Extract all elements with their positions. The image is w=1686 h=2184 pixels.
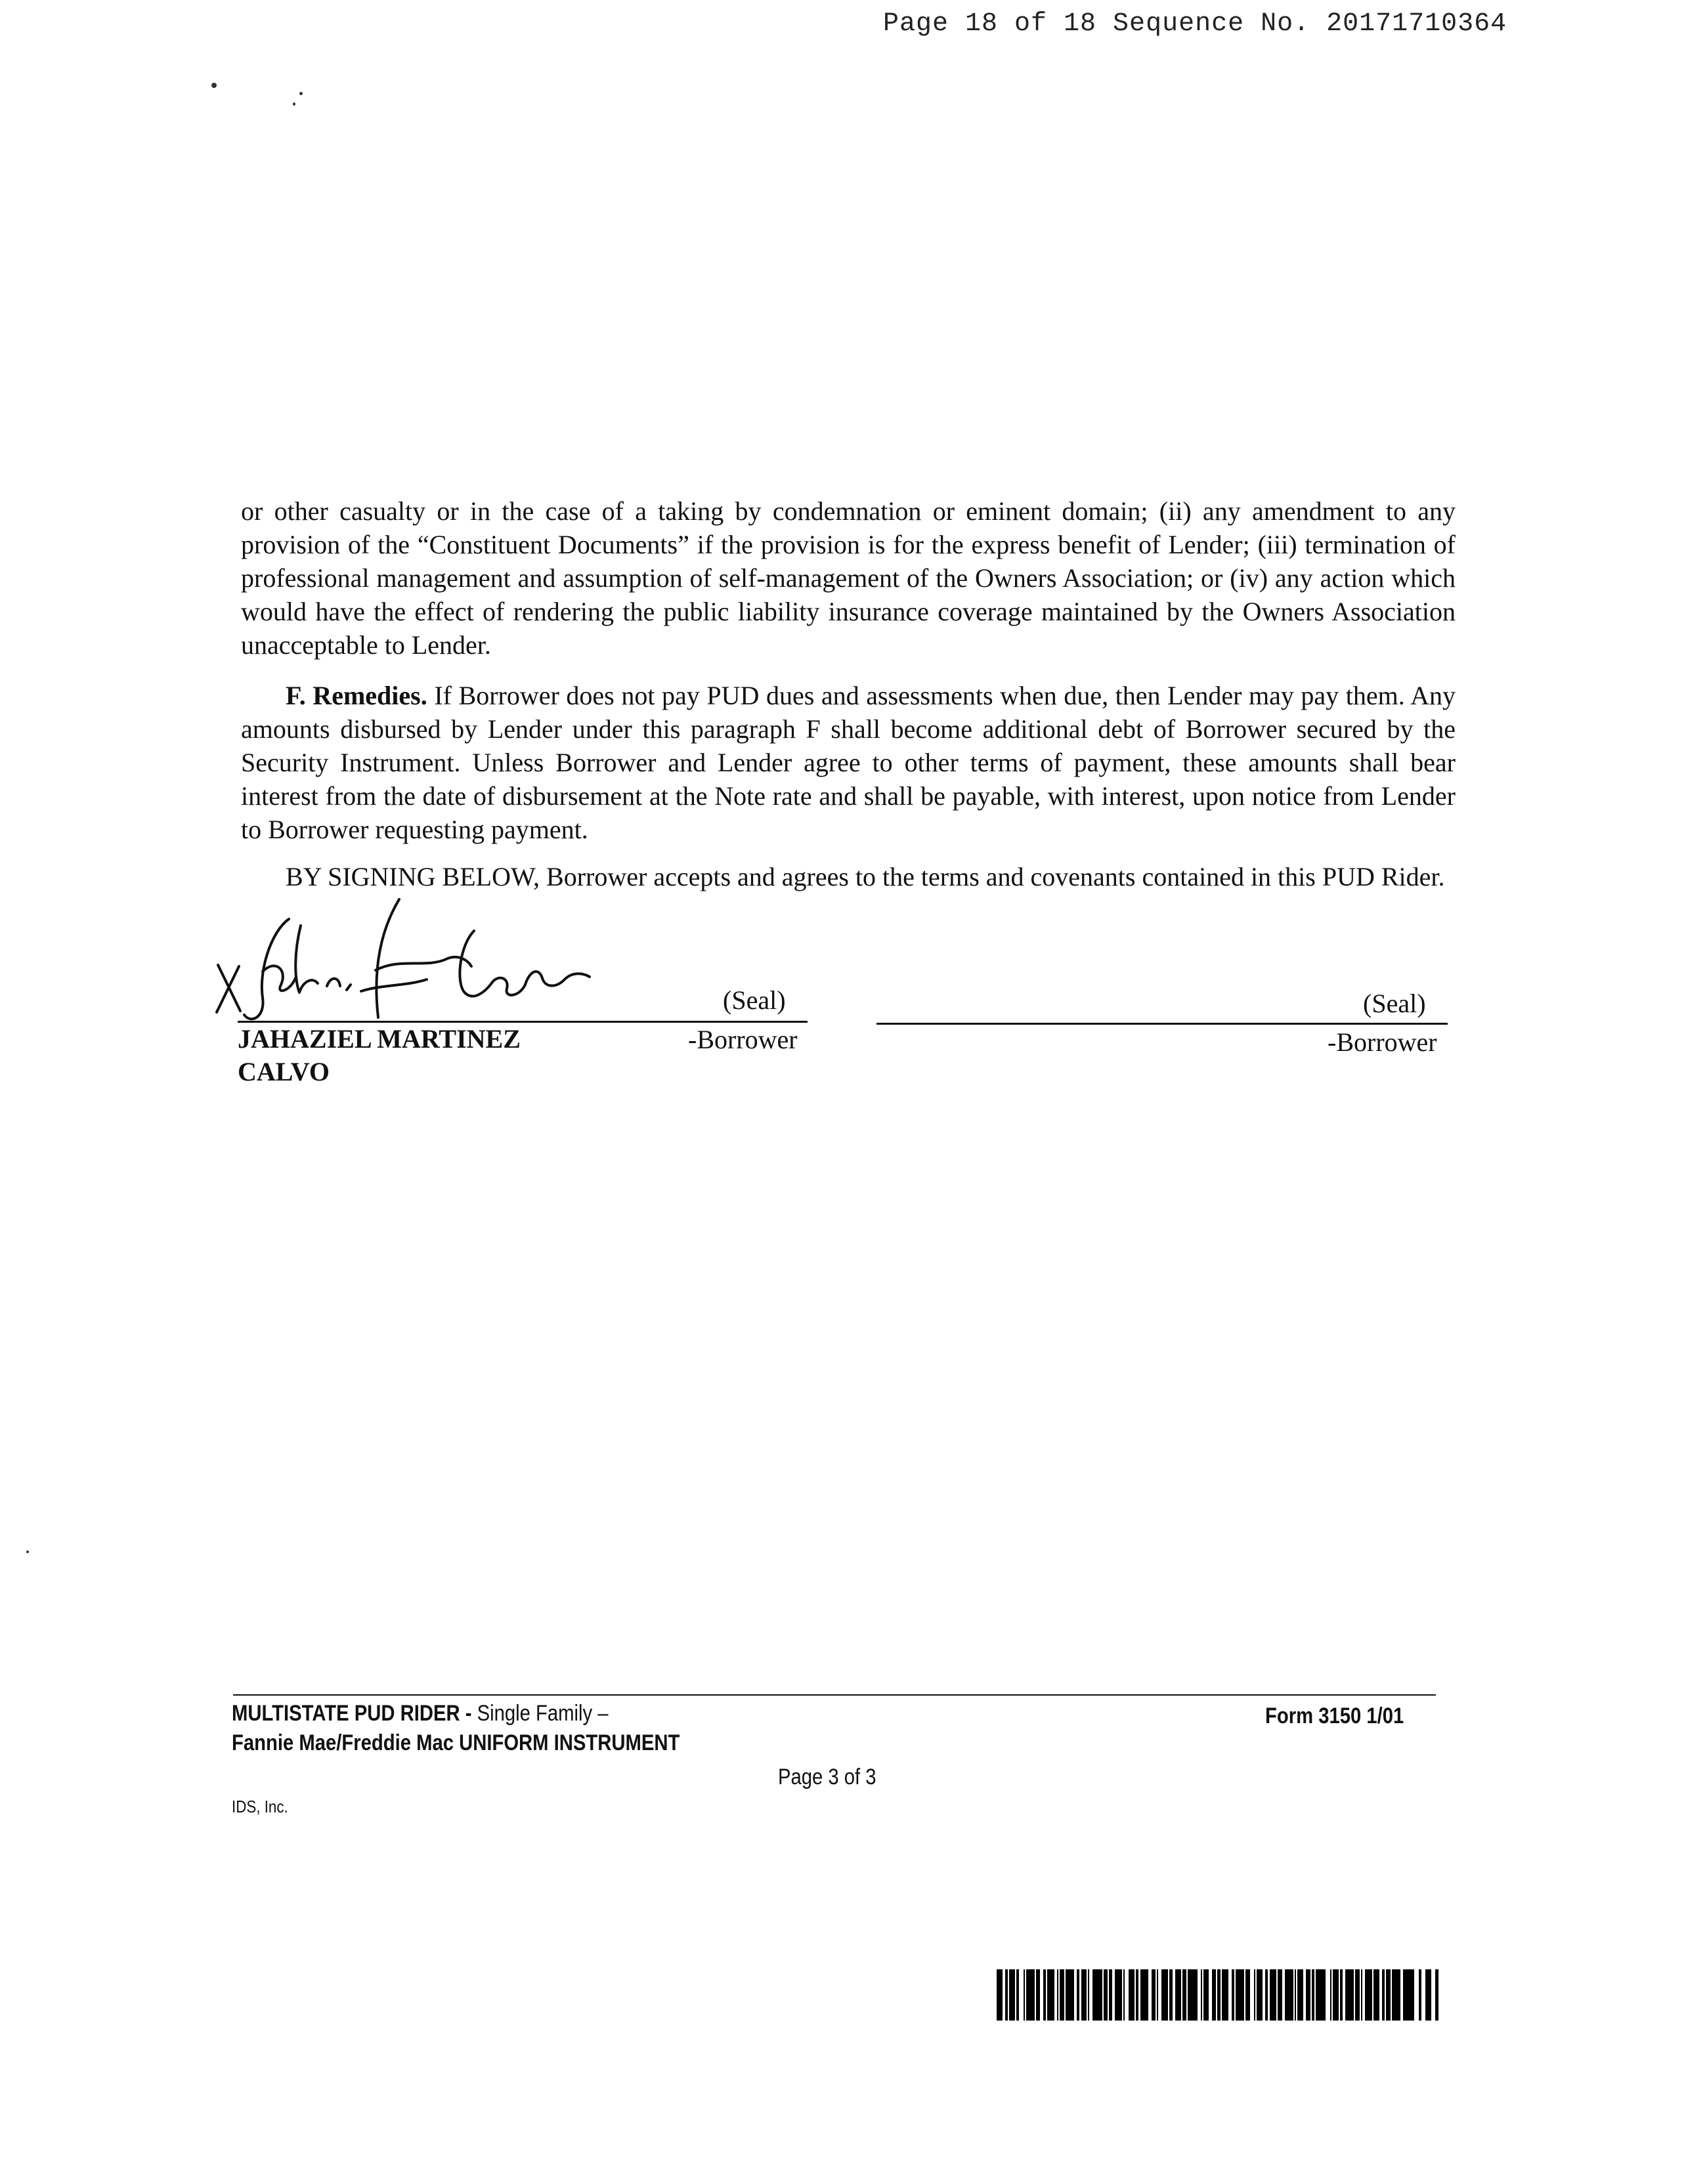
barcode-bar bbox=[1140, 1969, 1149, 2021]
remedies-text: If Borrower does not pay PUD dues and assessments when due, then Lender may pay them. Any amounts disbursed by Lender under this paragraph F shall become additional debt of Borrower secured by the Security Instrument. Unless Borrower and Lender agree to other terms of payment, these amounts shall bear interest from the date of disbursement at the Note rate and shall be payable, with interest, upon notice from Lender to Borrower requesting payment. bbox=[241, 681, 1456, 844]
remedies-paragraph bbox=[241, 679, 1456, 846]
co-borrower-signature-line bbox=[876, 1023, 1448, 1025]
form-title-suffix: Single Family – bbox=[477, 1701, 609, 1726]
seal-label: (Seal) bbox=[723, 985, 786, 1015]
barcode-bar bbox=[1236, 1969, 1244, 2021]
form-title bbox=[232, 1701, 608, 1726]
remedies-section bbox=[241, 679, 1456, 846]
borrower-name-line-2: CALVO bbox=[238, 1057, 330, 1086]
barcode-bar bbox=[1316, 1969, 1326, 2021]
barcode-bar bbox=[1161, 1969, 1169, 2021]
remedies-heading: F. Remedies. bbox=[286, 681, 427, 710]
barcode-bar bbox=[1333, 1969, 1339, 2021]
barcode-bar bbox=[1081, 1969, 1087, 2021]
barcode-bar bbox=[1047, 1969, 1054, 2021]
barcode-bar bbox=[1373, 1969, 1379, 2021]
scan-speck bbox=[293, 102, 295, 106]
barcode-bar bbox=[1092, 1969, 1102, 2021]
vendor-label: IDS, Inc. bbox=[232, 1797, 288, 1816]
borrower-role-label: -Borrower bbox=[688, 1025, 798, 1054]
rider-body bbox=[241, 494, 1456, 662]
barcode-bar bbox=[1009, 1969, 1015, 2021]
form-title-bold: MULTISTATE PUD RIDER - bbox=[232, 1701, 477, 1726]
borrower-name-line-1: JAHAZIEL MARTINEZ bbox=[238, 1024, 521, 1054]
footer-divider bbox=[233, 1694, 1436, 1696]
barcode-bar bbox=[1270, 1969, 1277, 2021]
document-barcode bbox=[997, 1969, 1443, 2021]
scan-speck bbox=[26, 1551, 29, 1553]
barcode-bar bbox=[1392, 1969, 1400, 2021]
barcode-bar bbox=[1365, 1969, 1372, 2021]
barcode-bar bbox=[1129, 1969, 1135, 2021]
co-borrower-role-label: -Borrower bbox=[1328, 1027, 1437, 1057]
borrower-name bbox=[238, 1023, 521, 1088]
barcode-bar bbox=[1175, 1969, 1181, 2021]
form-subtitle: Fannie Mae/Freddie Mac UNIFORM INSTRUMENT bbox=[232, 1730, 680, 1755]
barcode-space bbox=[1438, 1969, 1442, 2021]
barcode-bar bbox=[1222, 1969, 1229, 2021]
scan-speck bbox=[299, 92, 303, 95]
scan-speck bbox=[211, 83, 217, 88]
barcode-bar bbox=[1188, 1969, 1198, 2021]
borrower-signature bbox=[210, 893, 604, 1037]
barcode-bar bbox=[1026, 1969, 1035, 2021]
form-number: Form 3150 1/01 bbox=[1265, 1703, 1404, 1728]
barcode-bar bbox=[1257, 1969, 1263, 2021]
barcode-bar bbox=[1066, 1969, 1074, 2021]
barcode-bar bbox=[1115, 1969, 1122, 2021]
barcode-bar bbox=[1297, 1969, 1303, 2021]
barcode-bar bbox=[1203, 1969, 1209, 2021]
signing-paragraph: BY SIGNING BELOW, Borrower accepts and agrees to the terms and covenants contained in this PUD Rider. bbox=[286, 862, 1445, 891]
barcode-bar bbox=[1285, 1969, 1293, 2021]
barcode-bar bbox=[997, 1969, 1003, 2021]
barcode-bar bbox=[1403, 1969, 1414, 2021]
signing-section bbox=[241, 860, 1456, 893]
co-borrower-seal-label: (Seal) bbox=[1363, 989, 1426, 1018]
barcode-bar bbox=[1425, 1969, 1431, 2021]
paragraph-continuation: or other casualty or in the case of a taking by condemnation or eminent domain; (ii) any amendment to any provision of the “Constituent Documents” if the provision is for the express benefit of Lender; (iii) termination of professional management and assumption of self-management of the Owners Association; or (iv) any action which would have the effect of rendering the public liability insurance coverage maintained by the Owners Association unacceptable to Lender. bbox=[241, 496, 1456, 660]
page-sequence-stamp: Page 18 of 18 Sequence No. 20171710364 bbox=[883, 9, 1507, 39]
footer-page-number: Page 3 of 3 bbox=[778, 1765, 876, 1789]
barcode-bar bbox=[1345, 1969, 1354, 2021]
